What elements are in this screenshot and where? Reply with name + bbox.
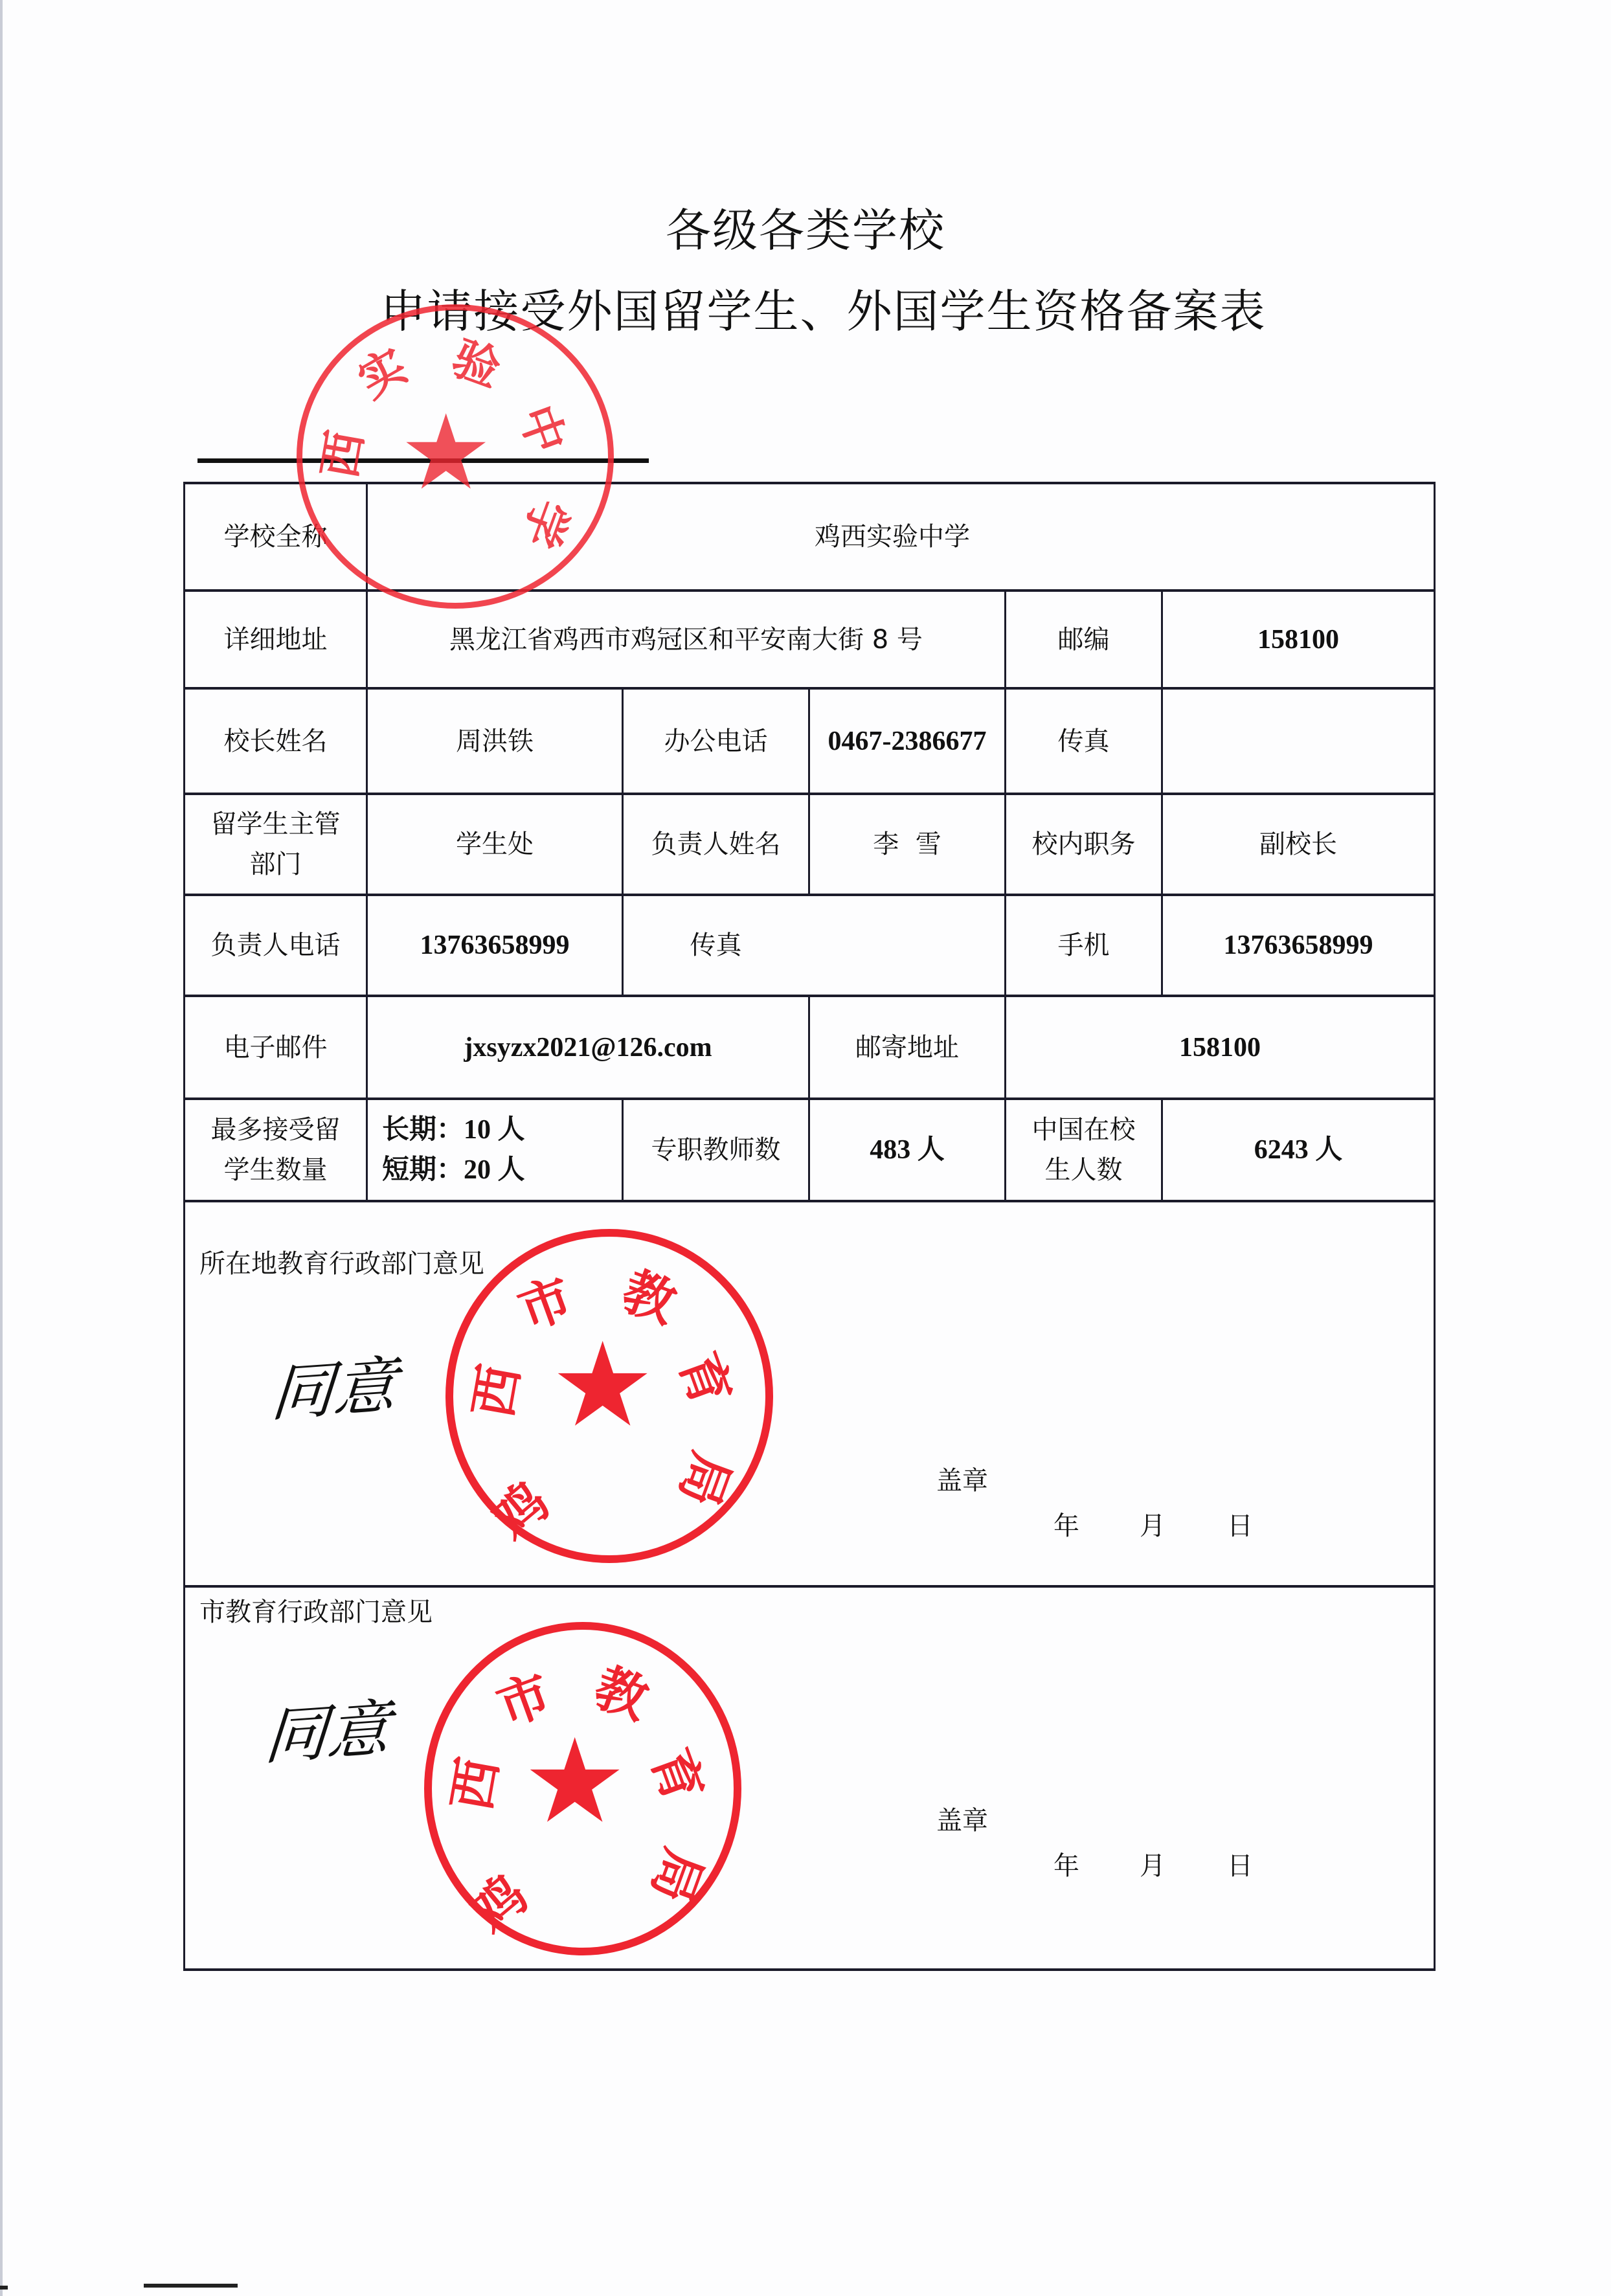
table-border-right xyxy=(1434,482,1436,1970)
value-mobile: 13763658999 xyxy=(1223,930,1373,960)
handwritten-approval-city: 同意 xyxy=(262,1692,393,1773)
value-address: 黑龙江省鸡西市鸡冠区和平安南大街 8 号 xyxy=(449,624,923,655)
label-postcode: 邮编 xyxy=(1057,624,1110,655)
label-intl-dept xyxy=(185,795,366,894)
label-mobile: 手机 xyxy=(1057,930,1110,960)
stamp-char: 市 xyxy=(489,1663,559,1738)
label-principal-name: 校长姓名 xyxy=(223,726,328,756)
label-chinese-students xyxy=(1006,1100,1161,1200)
stamp-char: 西 xyxy=(311,427,374,482)
value-principal-name: 周洪铁 xyxy=(456,726,534,756)
stamp-char: 市 xyxy=(510,1266,580,1342)
value-school-name: 鸡西实验中学 xyxy=(815,522,970,552)
label-intl-dept-line2: 部门 xyxy=(249,850,302,879)
label-responsible-phone: 负责人电话 xyxy=(210,930,341,960)
label-max-students xyxy=(185,1100,366,1200)
stamp-char: 西 xyxy=(441,1753,510,1816)
value-email: jxsyzx2021@126.com xyxy=(464,1032,712,1063)
label-local-edu-opinion: 所在地教育行政部门意见 xyxy=(199,1249,484,1279)
scan-mark xyxy=(0,2286,8,2290)
label-email: 电子邮件 xyxy=(223,1032,328,1063)
scan-mark xyxy=(144,2284,238,2288)
education-bureau-stamp-local xyxy=(445,1229,773,1563)
label-responsible-name: 负责人姓名 xyxy=(651,829,781,859)
label-school-name: 学校全称 xyxy=(223,522,328,552)
stamp-char: 育 xyxy=(668,1344,742,1414)
value-chinese-students: 6243 人 xyxy=(1254,1135,1343,1165)
label-fax: 传真 xyxy=(1057,726,1110,756)
value-mailing-address: 158100 xyxy=(1179,1032,1261,1063)
value-school-position: 副校长 xyxy=(1259,829,1337,859)
stamp-char: 西 xyxy=(462,1360,531,1423)
label-max-students-line2: 学生数量 xyxy=(223,1155,328,1185)
stamp-char: 实 xyxy=(348,337,417,409)
handwritten-approval-local: 同意 xyxy=(268,1349,400,1430)
table-row-divider xyxy=(183,1585,1436,1588)
label-office-phone: 办公电话 xyxy=(664,726,768,756)
label-seal-city: 盖章 xyxy=(936,1806,988,1836)
stamp-char: 鸡 xyxy=(460,1863,539,1944)
value-fulltime-teachers: 483 人 xyxy=(870,1135,945,1165)
stamp-char: 局 xyxy=(668,1445,742,1514)
star-icon: ★ xyxy=(523,1714,627,1849)
document-title: 各级各类学校 xyxy=(666,204,945,257)
document-subtitle: 申请接受外国留学生、外国学生资格备案表 xyxy=(380,285,1267,338)
label-seal-local: 盖章 xyxy=(936,1466,988,1496)
stamp-char: 局 xyxy=(640,1841,714,1911)
label-chinese-students-line1: 中国在校 xyxy=(1031,1115,1136,1145)
label-fulltime-teachers: 专职教师数 xyxy=(651,1135,781,1165)
stamp-char: 教 xyxy=(587,1656,657,1731)
label-address: 详细地址 xyxy=(223,624,328,655)
label-school-position: 校内职务 xyxy=(1031,829,1136,859)
date-day-local: 日 xyxy=(1227,1511,1253,1541)
page-edge xyxy=(0,0,3,2296)
label-mailing-address: 邮寄地址 xyxy=(855,1032,959,1063)
label-city-edu-opinion: 市教育行政部门意见 xyxy=(199,1597,433,1627)
label-fax-2: 传真 xyxy=(690,930,742,960)
label-intl-dept-line1: 留学生主管 xyxy=(210,809,341,839)
table-border-bottom xyxy=(183,1968,1436,1971)
value-fax-2 xyxy=(810,896,1004,995)
stamp-char: 验 xyxy=(445,330,508,398)
date-month-local: 月 xyxy=(1140,1511,1166,1541)
label-max-students-line1: 最多接受留 xyxy=(210,1115,341,1145)
date-year-city: 年 xyxy=(1053,1851,1079,1881)
stamp-char: 鸡 xyxy=(481,1470,561,1551)
value-long-term: 长期：10 人 xyxy=(382,1115,525,1145)
value-fax xyxy=(1163,690,1434,793)
stamp-char: 育 xyxy=(640,1740,714,1810)
label-chinese-students-line2: 生人数 xyxy=(1044,1155,1123,1185)
value-max-students xyxy=(368,1100,622,1200)
date-month-city: 月 xyxy=(1140,1851,1166,1881)
value-postcode: 158100 xyxy=(1257,624,1339,655)
education-bureau-stamp-city xyxy=(424,1622,741,1955)
school-stamp xyxy=(297,304,614,609)
value-responsible-name: 李 雪 xyxy=(873,829,941,859)
date-day-city: 日 xyxy=(1227,1851,1253,1881)
value-short-term: 短期：20 人 xyxy=(382,1155,525,1185)
date-year-local: 年 xyxy=(1053,1511,1079,1541)
star-icon: ★ xyxy=(400,392,493,513)
stamp-char: 学 xyxy=(512,492,580,556)
value-intl-dept: 学生处 xyxy=(456,829,534,859)
star-icon: ★ xyxy=(550,1318,655,1453)
value-office-phone: 0467-2386677 xyxy=(828,726,987,756)
value-responsible-phone: 13763658999 xyxy=(420,930,570,960)
stamp-char: 中 xyxy=(508,398,576,461)
stamp-char: 教 xyxy=(614,1260,684,1335)
